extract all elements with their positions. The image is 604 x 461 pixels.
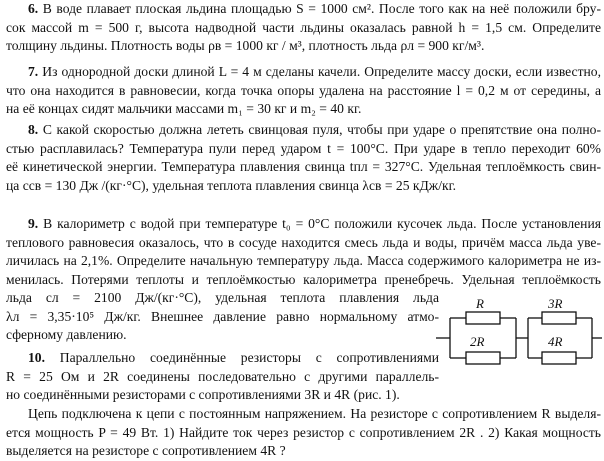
problem-8-line-3: её кинетической энергии. Температура плавления свинца tпл = 327°C. Удельная теплоёмкость свин- [6, 159, 601, 175]
resistor-r4 [542, 352, 576, 364]
problem-9-narrow [6, 289, 439, 345]
problem-9-line-1: 9. В калориметр с водой при температуре t₀ = 0°C положили кусочек льда. После установления [28, 216, 601, 231]
label-r4: 4R [548, 334, 563, 349]
problem-7-number: 7. [28, 64, 39, 79]
problem-9-line-3: личилась на 2,1%. Определите начальную температуру льда. Масса содержимого калориметра не из- [6, 253, 601, 269]
problem-10-line-1: 10. Параллельно соединённые резисторы с сопротивлениями [28, 350, 439, 365]
problem-10-number: 10. [28, 350, 45, 365]
problem-7-line-3: на её концах сидят мальчики массами m₁ = 30 кг и m₂ = 40 кг. [6, 101, 362, 117]
resistor-r2 [466, 352, 500, 364]
problem-10-line-5: ется мощность P = 49 Вт. 1) Найдите ток через резистор с сопротивлением 2R . 2) Какая мощность [6, 424, 601, 440]
problem-9 [6, 215, 601, 289]
label-r1: R [476, 296, 484, 311]
problem-6 [6, 0, 601, 56]
problem-6-number: 6. [28, 1, 39, 16]
problem-8-line-2: стью расплавилась? Температура пули перед ударом t = 100°C. При ударе в тепло переходит 60% [6, 140, 601, 156]
problem-8-line-1: 8. С какой скоростью должна лететь свинцовая пуля, чтобы при ударе о препятствие она полно- [28, 122, 601, 137]
problem-9-line-6: λл = 3,35·10⁵ Дж/кг. Внешнее давление равно нормальному атмо- [6, 308, 439, 324]
problem-8 [6, 121, 601, 195]
problem-10-narrow [6, 349, 439, 405]
problem-9-line-2: теплового равновесия оказалось, что в сосуде находится смесь льда и воды, причём масса льда уве- [6, 234, 601, 250]
problem-6-line-1: 6. В воде плавает плоская льдина площадью S = 1000 см². После того как на неё положили бру- [28, 1, 601, 16]
resistor-r3 [542, 312, 576, 324]
circuit-svg [436, 296, 602, 380]
problem-10-line-2: R = 25 Ом и 2R соединены последовательно с другими параллель- [6, 368, 439, 384]
problem-9-line-5: льда cл = 2100 Дж/(кг·°C), удельная теплота плавления льда [6, 290, 439, 305]
problem-8-line-4: ца cсв = 130 Дж /(кг·°C), удельная теплота плавления свинца λсв = 25 кДж/кг. [6, 177, 457, 193]
circuit-diagram [436, 296, 602, 380]
problem-10-full [6, 405, 601, 461]
problem-9-line-7: сферному давлению. [6, 327, 127, 343]
problem-10-line-3: но соединёнными резисторами с сопротивлениями 3R и 4R (рис. 1). [6, 387, 400, 403]
problem-7 [6, 63, 601, 119]
problem-7-line-1: 7. Из однородной доски длиной L = 4 м сделаны качели. Определите массу доски, если известно, [28, 64, 601, 79]
label-r2: 2R [470, 334, 485, 349]
problem-8-number: 8. [28, 122, 39, 137]
problem-7-line-2: что она находится в равновесии, когда точка опоры удалена на расстояние l = 0,2 м от середины, а [6, 82, 601, 98]
problem-6-line-2: сок массой m = 500 г, высота надводной части льдины оказалась равной h = 1,5 см. Определите [6, 19, 601, 35]
problem-10-line-6: выделяется на резисторе с сопротивлением 4R ? [6, 443, 286, 459]
label-r3: 3R [548, 296, 563, 311]
problem-6-line-3: толщину льдины. Плотность воды ρв = 1000 кг / м³, плотность льда ρл = 900 кг/м³. [6, 38, 485, 54]
problem-9-line-4: менилась. Потерями теплоты и теплоёмкостью калориметра пренебречь. Удельная теплоёмкость [6, 271, 601, 287]
resistor-r1 [466, 312, 500, 324]
problem-10-line-4: Цепь подключена к цепи с постоянным напряжением. На резисторе с сопротивлением R выделя- [28, 406, 601, 421]
problem-9-number: 9. [28, 216, 39, 231]
